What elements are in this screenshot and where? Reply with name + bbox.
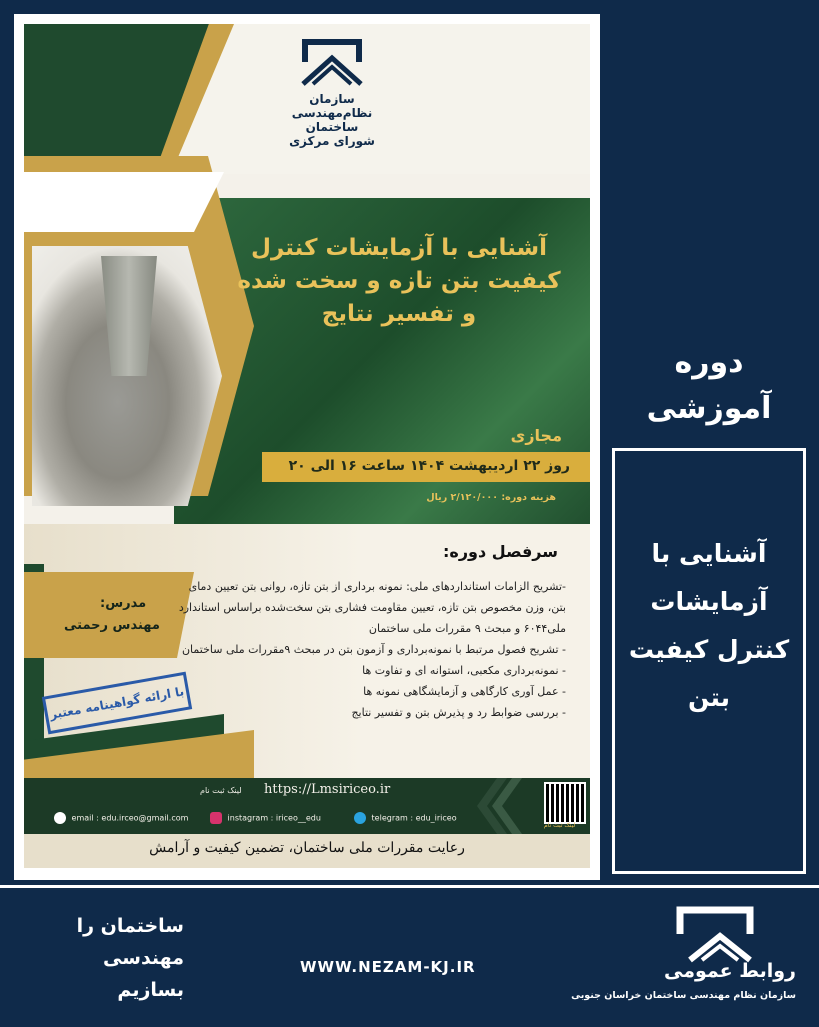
org-name-line1: سازمان نظام‌مهندسی ساختمان (291, 92, 373, 134)
org-name-line2: شورای مرکزی (289, 134, 375, 148)
telegram-contact[interactable] (354, 812, 457, 824)
course-mode: مجازی (510, 426, 562, 445)
syllabus-item: - عمل آوری کارگاهی و آزمایشگاهی نمونه ها (363, 685, 566, 698)
box-line1: آشنایی با (651, 539, 767, 568)
box-line4: بتن (687, 683, 731, 712)
title-line2: کیفیت بتن تازه و سخت شده (237, 268, 561, 294)
syllabus-item: - نمونه‌برداری مکعبی، استوانه ای و تفاوت ها (362, 664, 566, 677)
instagram-text: instagram : iriceo__edu (227, 813, 321, 823)
syllabus-list (176, 576, 566, 723)
registration-label: لینک ثبت نام (200, 786, 242, 795)
pr-subtitle: سازمان نظام مهندسی ساختمان خراسان جنوبی (571, 990, 796, 1001)
poster-slogan: رعایت مقررات ملی ساختمان، تضمین کیفیت و آرامش (149, 840, 465, 856)
footer-slogan-line1: ساختمان را (76, 915, 184, 937)
box-line3: کنترل کیفیت (628, 635, 790, 664)
website-link[interactable]: WWW.NEZAM-KJ.IR (300, 958, 476, 976)
course-label-line1: دوره (674, 345, 744, 380)
footer-slogan-line3: بسازیم (117, 979, 184, 1001)
course-label-line2: آموزشی (646, 391, 772, 426)
teacher-name: مهندس رحمتی (64, 618, 160, 633)
course-fee: هزینه دوره: ۲/۱۲۰/۰۰۰ ریال (426, 492, 556, 503)
qr-caption: لینک ثبت نام (544, 822, 576, 829)
certificate-stamp: با ارائه گواهینامه معتبر (42, 672, 192, 735)
poster (24, 24, 590, 868)
instagram-icon (210, 812, 222, 824)
pr-title: روابط عمومی (664, 960, 796, 982)
syllabus-item: -تشریح الزامات استانداردهای ملی: نمونه برداری از بتن تازه، روانی بتن تعیین دمای بتن، وزن مخصوص بتن تازه، تعیین مقاومت فشاری بتن سخت‌شده براساس استاندارد ملی۶۰۴۴ و مبحث ۹ مقررات ملی ساختمان (178, 580, 566, 635)
email-icon (54, 812, 66, 824)
org-logo (272, 34, 392, 154)
email-contact[interactable] (54, 812, 188, 824)
teacher-label: مدرس: (100, 596, 147, 611)
course-date: روز ۲۲ اردیبهشت ۱۴۰۴ ساعت ۱۶ الی ۲۰ (288, 458, 570, 474)
syllabus-title: سرفصل دوره: (443, 542, 558, 561)
white-band (24, 172, 224, 232)
title-line1: آشنایی با آزمایشات کنترل (251, 235, 547, 261)
email-text: email : edu.irceo@gmail.com (71, 813, 189, 823)
pr-building-logo-icon (640, 904, 760, 964)
telegram-icon (354, 812, 366, 824)
instagram-contact[interactable] (210, 812, 321, 824)
course-title-box-text (620, 530, 798, 722)
syllabus-item: - بررسی ضوابط رد و پذیرش بتن و تفسیر نتایج (351, 706, 566, 719)
course-title (234, 232, 564, 331)
registration-link[interactable]: https://Lmsiriceo.ir (264, 782, 391, 797)
qr-code[interactable] (544, 782, 586, 824)
footer-slogan-line2: مهندسی (103, 947, 184, 969)
course-label (606, 340, 812, 432)
box-line2: آزمایشات (650, 587, 768, 616)
footer-slogan (24, 910, 184, 1006)
building-logo-icon (299, 34, 365, 88)
title-line3: و تفسیر نتایج (321, 301, 477, 327)
teacher-box (24, 572, 194, 658)
chevron-decoration-icon (472, 778, 532, 834)
syllabus-item: - تشریح فصول مرتبط با نمونه‌برداری و آزمون بتن در مبحث ۹مقررات ملی ساختمان (181, 643, 566, 656)
telegram-text: telegram : edu_iriceo (371, 813, 457, 823)
